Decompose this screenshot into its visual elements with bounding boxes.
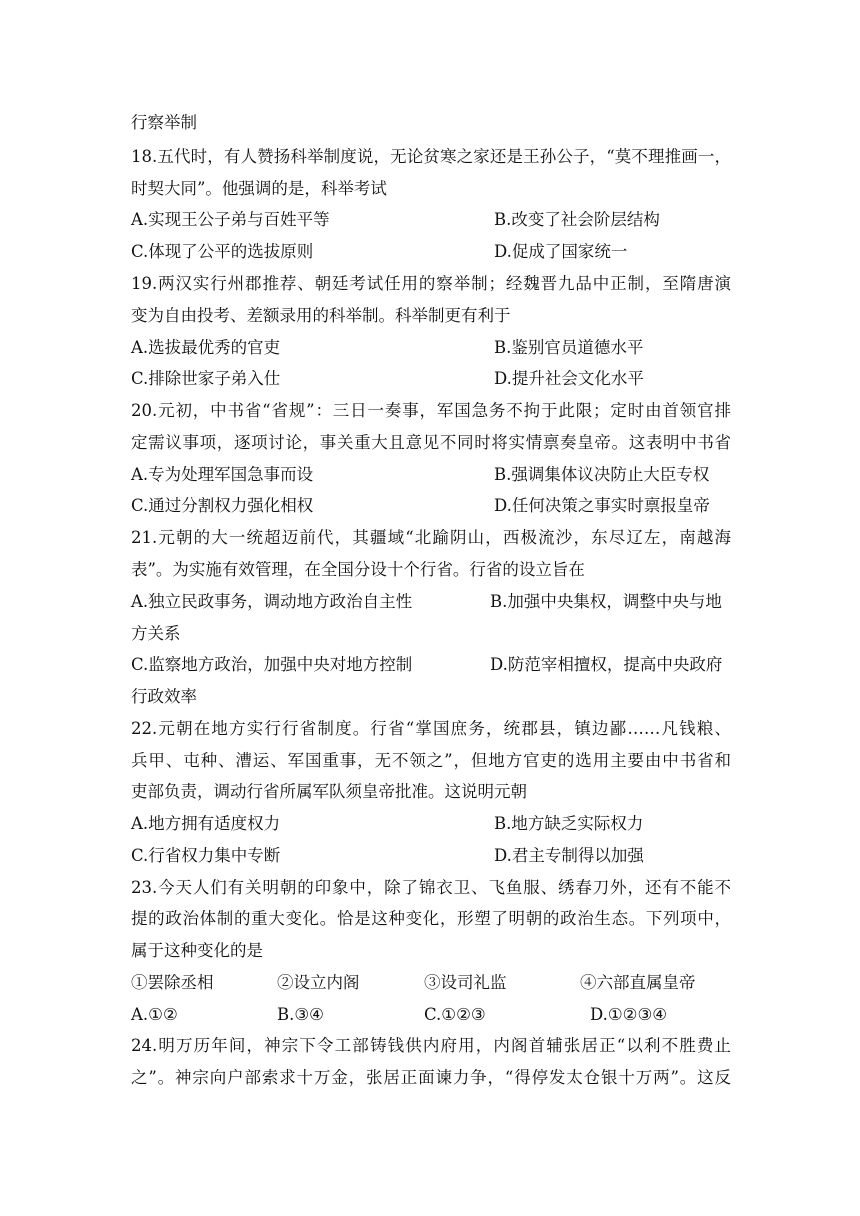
q19-option-d: D.提升社会文化水平 xyxy=(494,369,644,388)
q24-stem-line-1: 24.明万历年间，神宗下令工部铸钱供内府用，内阁首辅张居正“以利不胜费止 xyxy=(131,1036,731,1055)
q22-option-d: D.君主专制得以加强 xyxy=(494,846,644,865)
q19-stem-line-1: 19.两汉实行州郡推荐、朝廷考试任用的察举制；经魏晋九品中正制，至隋唐演 xyxy=(131,274,731,293)
q20-option-b: B.强调集体议决防止大臣专权 xyxy=(494,465,710,484)
q18-option-a: A.实现王公子弟与百姓平等 xyxy=(131,210,330,229)
q22-stem-line-1: 22.元朝在地方实行行省制度。行省“掌国庶务，统郡县，镇边鄙……凡钱粮、 xyxy=(131,719,731,738)
q20-stem-line-1: 20.元初，中书省“省规”：三日一奏事，军国急务不拘于此限；定时由首领官排 xyxy=(131,401,731,420)
q21-stem-line-1: 21.元朝的大一统超迈前代，其疆域“北踰阴山，西极流沙，东尽辽左，南越海 xyxy=(131,528,731,547)
q20-option-c: C.通过分割权力强化相权 xyxy=(131,496,314,515)
q23-option-d: D.①②③④ xyxy=(590,1005,668,1024)
q23-stem-line-1: 23.今天人们有关明朝的印象中，除了锦衣卫、飞鱼服、绣春刀外，还有不能不 xyxy=(131,878,731,897)
q21-option-b-continued: 方关系 xyxy=(131,624,181,643)
q22-option-b: B.地方缺乏实际权力 xyxy=(494,814,644,833)
q20-stem-line-2: 定需议事项，逐项讨论，事关重大且意见不同时将实情禀奏皇帝。这表明中书省 xyxy=(131,433,731,452)
q18-stem-line-2: 时契大同”。他强调的是，科举考试 xyxy=(131,179,387,198)
q23-option-c: C.①②③ xyxy=(424,1005,486,1024)
q23-option-a: A.①② xyxy=(131,1005,178,1024)
q21-option-b: B.加强中央集权，调整中央与地 xyxy=(490,592,722,611)
q22-stem-line-2: 兵甲、屯种、漕运、军国重事，无不领之”，但地方官吏的选用主要由中书省和 xyxy=(131,751,731,770)
q21-stem-line-2: 表”。为实施有效管理，在全国分设十个行省。行省的设立旨在 xyxy=(131,560,585,579)
q19-option-c: C.排除世家子弟入仕 xyxy=(131,369,281,388)
continuation-line: 行察举制 xyxy=(131,113,197,132)
q23-option-b: B.③④ xyxy=(277,1005,324,1024)
q18-option-c: C.体现了公平的选拔原则 xyxy=(131,242,314,261)
q19-option-b: B.鉴别官员道德水平 xyxy=(494,338,644,357)
q23-stem-line-3: 属于这种变化的是 xyxy=(131,941,263,960)
q19-option-a: A.选拔最优秀的官吏 xyxy=(131,338,281,357)
q20-option-a: A.专为处理军国急事而设 xyxy=(131,465,314,484)
q22-option-c: C.行省权力集中专断 xyxy=(131,846,281,865)
q22-stem-line-3: 吏部负责，调动行省所属军队须皇帝批准。这说明元朝 xyxy=(131,782,527,801)
q21-option-d-continued: 行政效率 xyxy=(131,687,197,706)
q23-stem-line-2: 提的政治体制的重大变化。恰是这种变化，形塑了明朝的政治生态。下列项中， xyxy=(131,909,731,928)
q22-option-a: A.地方拥有适度权力 xyxy=(131,814,281,833)
q21-option-d: D.防范宰相擅权，提高中央政府 xyxy=(490,655,723,674)
q23-item-1: ①罢除丞相 xyxy=(131,973,214,992)
q20-option-d: D.任何决策之事实时禀报皇帝 xyxy=(494,496,710,515)
q18-option-d: D.促成了国家统一 xyxy=(494,242,628,261)
q18-stem-line-1: 18.五代时，有人赞扬科举制度说，无论贫寒之家还是王孙公子，“莫不理推画一， xyxy=(131,147,731,166)
q23-item-3: ③设司礼监 xyxy=(424,973,507,992)
q24-stem-line-2: 之”。神宗向户部索求十万金，张居正面谏力争，“得停发太仓银十万两”。这反 xyxy=(131,1068,731,1087)
q21-option-c: C.监察地方政治，加强中央对地方控制 xyxy=(131,655,413,674)
q18-option-b: B.改变了社会阶层结构 xyxy=(494,210,660,229)
q21-option-a: A.独立民政事务，调动地方政治自主性 xyxy=(131,592,413,611)
q23-item-4: ④六部直属皇帝 xyxy=(580,973,696,992)
q23-item-2: ②设立内阁 xyxy=(277,973,360,992)
q19-stem-line-2: 变为自由投考、差额录用的科举制。科举制更有利于 xyxy=(131,306,511,325)
